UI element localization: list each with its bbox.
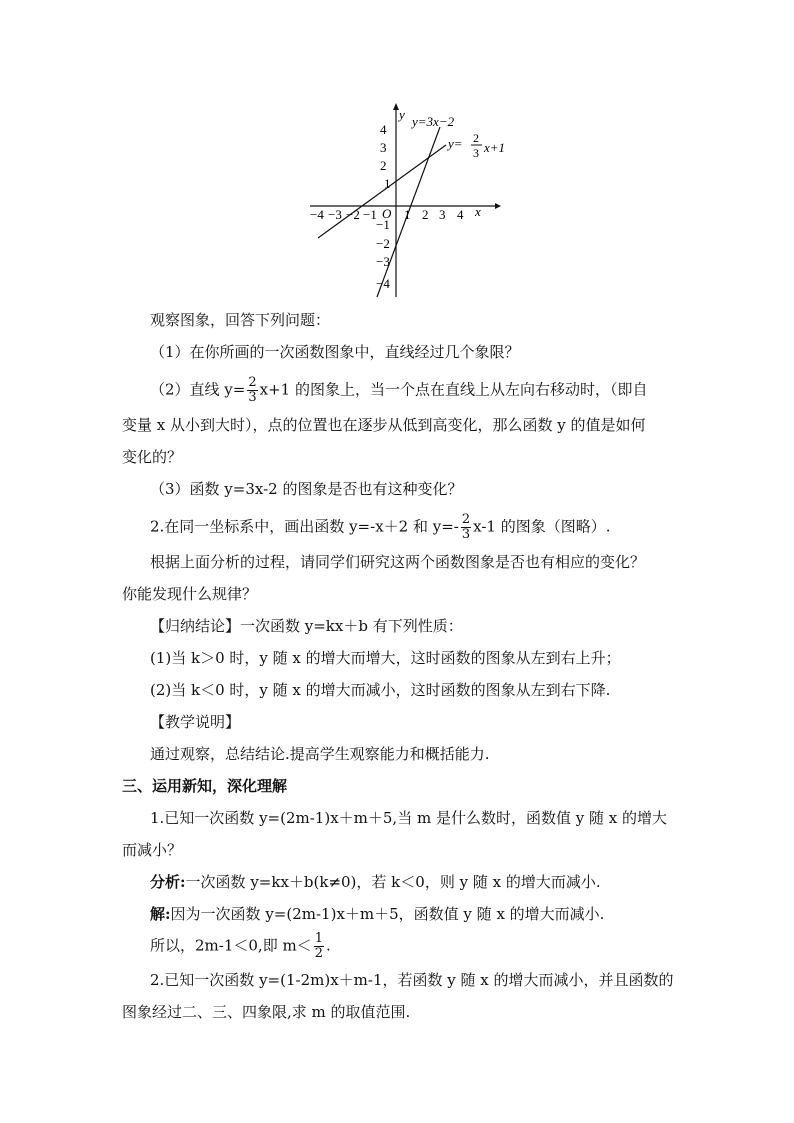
text-line: 变化的？ [122,448,183,466]
question-1: （1）在你所画的一次函数图象中，直线经过几个象限？ [150,343,520,361]
exercise-2-part-a: 2.在同一坐标系中，画出函数 y=-x＋2 和 y=- [150,517,459,536]
x-tick-label: −3 [328,207,342,222]
text-line: 观察图象，回答下列问题： [150,311,331,329]
fraction-denominator: 2 [314,946,323,961]
property-1: (1)当 k＞0 时，y 随 x 的增大而增大，这时函数的图象从左到右上升； [150,649,621,667]
x-axis-label: x [475,204,481,219]
x-tick-label: 1 [404,207,411,222]
question-3: （3）函数 y=3x-2 的图象是否也有这种变化？ [150,480,463,498]
line1-label: y=3x−2 [412,114,455,129]
solution-result [150,932,331,961]
function-graph [300,100,530,300]
text-line: 你能发现什么规律？ [122,585,258,603]
solution-result-part-a: 所以，2m-1＜0,即 m＜ [150,936,312,955]
fraction-denominator: 3 [461,527,471,542]
property-2: (2)当 k＜0 时，y 随 x 的增大而减小，这时函数的图象从左到右下降. [150,681,611,699]
y-tick-label: −2 [376,236,390,251]
solution [150,904,604,924]
x-tick-label: 3 [439,207,446,222]
conclusion-heading: 【归纳结论】一次函数 y=kx＋b 有下列性质： [150,617,463,635]
text-line: 而减小？ [122,841,183,859]
line2-frac-den: 3 [473,146,479,160]
text-line: 图象经过二、三、四象限,求 m 的取值范围. [122,1003,411,1021]
y-tick-label: 3 [380,140,387,155]
solution-result-part-b: . [325,936,331,955]
exercise-2-part-b: x-1 的图象（图略）. [473,517,611,536]
section-heading: 三、运用新知，深化理解 [122,777,288,795]
line2-frac-num: 2 [473,131,479,145]
line2-label-left: y= [448,136,463,151]
fraction-numerator: 2 [461,512,471,527]
text-line: 根据上面分析的过程，请同学们研究这两个函数图象是否也有相应的变化？ [150,553,646,571]
x-tick-label: −1 [363,207,377,222]
y-tick-label: −4 [376,276,390,291]
teaching-note: 通过观察，总结结论.提高学生观察能力和概括能力. [150,745,490,763]
fraction-two-thirds [461,513,471,542]
y-axis-label: y [399,107,405,122]
y-tick-label: −3 [376,254,390,269]
y-tick-label: −1 [376,217,390,232]
solution-text: 因为一次函数 y=(2m-1)x＋m＋5，函数值 y 随 x 的增大而减小. [170,905,605,923]
fraction-two-thirds [247,376,257,405]
fraction-numerator: 1 [314,931,323,946]
y-tick-label: 2 [380,158,387,173]
text-line: 变量 x 从小到大时），点的位置也在逐步从低到高变化，那么函数 y 的值是如何 [122,416,646,434]
question-2 [150,376,647,405]
example-2: 2.已知一次函数 y=(1-2m)x＋m-1，若函数 y 随 x 的增大而减小，并且函数的 [150,971,674,989]
fraction-one-half [314,932,324,961]
analysis [150,872,601,892]
x-tick-label: −4 [310,207,324,222]
analysis-label: 分析: [150,873,186,891]
x-tick-label: 2 [422,207,429,222]
fraction-numerator: 2 [248,375,257,390]
question-2-part-b: x+1 的图象上，当一个点在直线上从左向右移动时，（即自 [259,380,648,399]
example-1: 1.已知一次函数 y=(2m-1)x＋m＋5,当 m 是什么数时，函数值 y 随 x 的增大 [150,809,667,827]
x-tick-label: −2 [346,207,360,222]
y-tick-label: 1 [384,176,391,191]
fraction-denominator: 3 [248,390,257,405]
exercise-2 [150,513,610,542]
y-tick-label: 4 [380,122,387,137]
analysis-text: 一次函数 y=kx＋b(k≠0)，若 k＜0，则 y 随 x 的增大而减小. [185,873,601,891]
x-tick-label: 4 [457,207,464,222]
teaching-note-heading: 【教学说明】 [150,713,241,731]
origin-label: O [382,206,392,221]
line2-label-right: x+1 [484,140,506,155]
question-2-part-a: （2）直线 y= [150,380,246,399]
x-axis-arrow-icon [495,203,501,209]
solution-label: 解: [150,905,171,923]
